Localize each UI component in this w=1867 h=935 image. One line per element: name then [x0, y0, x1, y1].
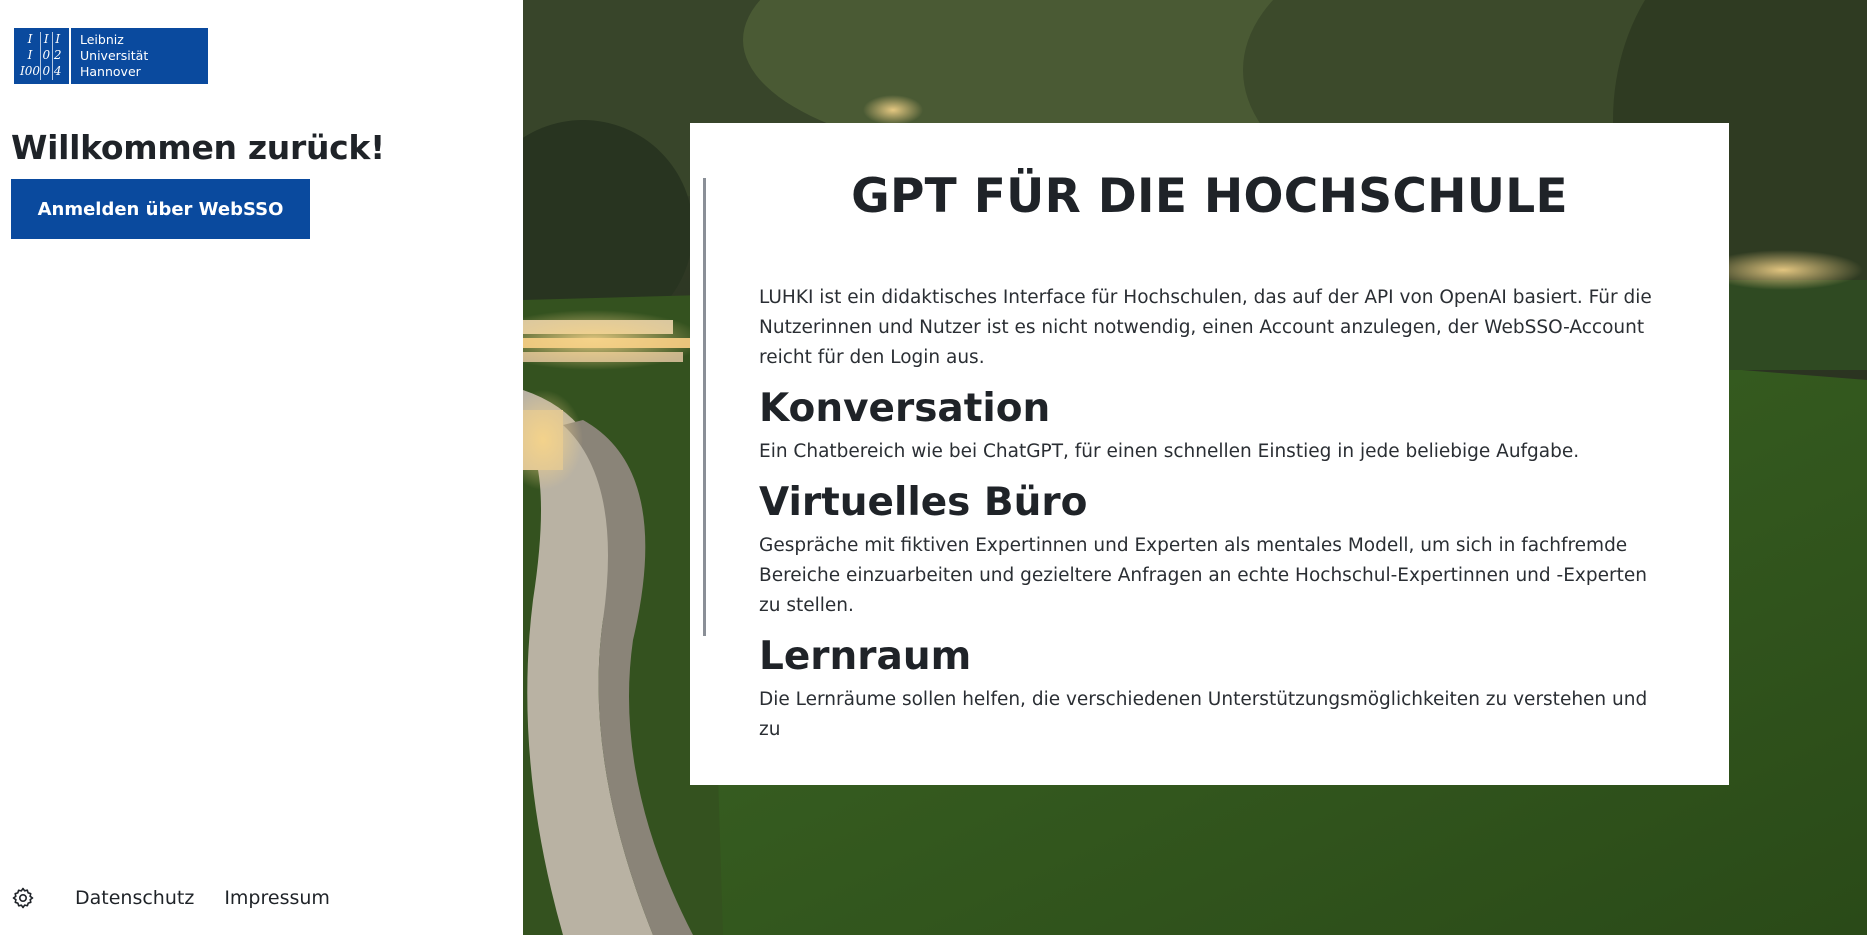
websso-login-button[interactable]: Anmelden über WebSSO: [11, 179, 310, 239]
section-text-virtual-office: Gespräche mit fiktiven Expertinnen und Experten als mentales Modell, um sich in fachfremde Bereiche einzuarbeiten und gezieltere Anfragen an echte Hochschul-Expertinnen und -Experten zu stellen.: [759, 535, 1647, 616]
info-card: [690, 123, 1729, 785]
section-heading-learning-room: Lernraum: [759, 634, 972, 679]
logo-line: Leibniz: [80, 32, 124, 47]
welcome-heading: Willkommen zurück!: [11, 128, 385, 167]
privacy-link[interactable]: Datenschutz: [75, 887, 195, 909]
logo-digit: 0: [40, 64, 51, 80]
logo-digit: I: [27, 32, 33, 46]
card-accent-line: [703, 178, 706, 636]
gear-icon[interactable]: [11, 886, 35, 910]
section-text-learning-room: Die Lernräume sollen helfen, die verschiedenen Unterstützungsmöglichkeiten zu verstehen und zu: [759, 689, 1648, 740]
logo-digit: I: [40, 32, 51, 48]
card-title: GPT FÜR DIE HOCHSCHULE: [851, 169, 1568, 224]
section-heading-conversation: Konversation: [759, 386, 1051, 431]
university-logo: [14, 28, 208, 84]
intro-text: LUHKI ist ein didaktisches Interface für Hochschulen, das auf der API von OpenAI basiert. Für die Nutzerinnen und Nutzer ist es nicht notwendig, einen Account anzulegen, der WebSSO-Account reicht für den Login aus.: [759, 287, 1652, 368]
section-text-conversation: Ein Chatbereich wie bei ChatGPT, für einen schnellen Einstieg in jede beliebige Aufgabe.: [759, 441, 1580, 462]
logo-digit: I: [27, 48, 33, 62]
footer: [11, 886, 360, 910]
card-content: [759, 283, 1669, 745]
logo-digit: 2: [52, 48, 64, 64]
logo-text: [71, 28, 148, 84]
imprint-link[interactable]: Impressum: [224, 887, 330, 909]
left-panel: [0, 0, 523, 935]
logo-mark: [14, 28, 71, 84]
logo-digit: I: [52, 32, 64, 48]
logo-line: Hannover: [80, 64, 141, 79]
logo-line: Universität: [80, 48, 149, 63]
section-heading-virtual-office: Virtuelles Büro: [759, 480, 1088, 525]
logo-digit: I00: [20, 64, 41, 78]
logo-digit: 4: [52, 64, 64, 80]
logo-digit: 0: [40, 48, 51, 64]
